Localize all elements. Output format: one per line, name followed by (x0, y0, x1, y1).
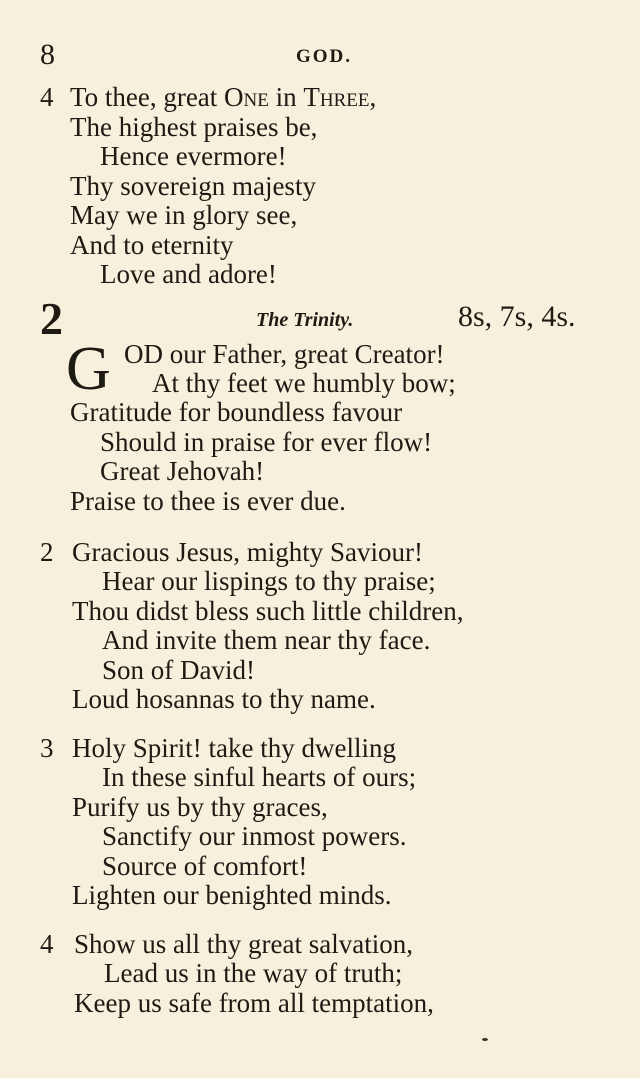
hymn-meter: 8s, 7s, 4s. (458, 300, 576, 333)
verse-line: At thy feet we humbly bow; (152, 368, 456, 398)
ink-speck (482, 1038, 488, 1041)
verse-line: Source of comfort! (102, 851, 308, 881)
verse-line: Hear our lispings to thy praise; (102, 566, 436, 596)
verse-line: Hence evermore! (100, 141, 287, 171)
verse-line: The highest praises be, (70, 112, 318, 142)
running-head: GOD. (296, 46, 353, 67)
verse-line: Should in praise for ever flow! (100, 427, 433, 457)
hymn-title: The Trinity. (256, 309, 354, 331)
verse-line: Sanctify our inmost powers. (102, 821, 407, 851)
stanza-number: 4 (40, 929, 54, 959)
verse-line: Praise to thee is ever due. (70, 486, 346, 516)
verse-line: Lighten our benighted minds. (72, 880, 392, 910)
verse-line: Lead us in the way of truth; (104, 958, 403, 988)
verse-line: Holy Spirit! take thy dwelling (72, 733, 396, 763)
verse-line: Keep us safe from all temptation, (74, 988, 434, 1018)
verse-line: In these sinful hearts of ours; (102, 762, 417, 792)
verse-line: Son of David! (102, 655, 255, 685)
verse-line: Thy sovereign majesty (70, 171, 316, 201)
verse-line: OD our Father, great Creator! (124, 339, 445, 369)
page-number: 8 (40, 38, 55, 71)
hymn-number: 2 (40, 293, 63, 344)
drop-cap: G (66, 335, 111, 403)
verse-line: Thou didst bless such little children, (72, 596, 464, 626)
verse-line: To thee, great One in Three, (70, 82, 377, 112)
verse-line: Gracious Jesus, mighty Saviour! (72, 537, 423, 567)
stanza-number: 4 (40, 82, 54, 112)
verse-line: Gratitude for boundless favour (70, 397, 403, 427)
stanza-number: 3 (40, 733, 54, 763)
verse-line: And to eternity (70, 230, 234, 260)
verse-line: Show us all thy great salvation, (74, 929, 413, 959)
stanza-number: 2 (40, 537, 54, 567)
verse-line: Love and adore! (100, 259, 277, 289)
verse-line: Loud hosannas to thy name. (72, 684, 376, 714)
verse-line: Purify us by thy graces, (72, 792, 328, 822)
verse-line: Great Jehovah! (100, 456, 265, 486)
verse-line: And invite them near thy face. (102, 625, 431, 655)
verse-line: May we in glory see, (70, 200, 298, 230)
